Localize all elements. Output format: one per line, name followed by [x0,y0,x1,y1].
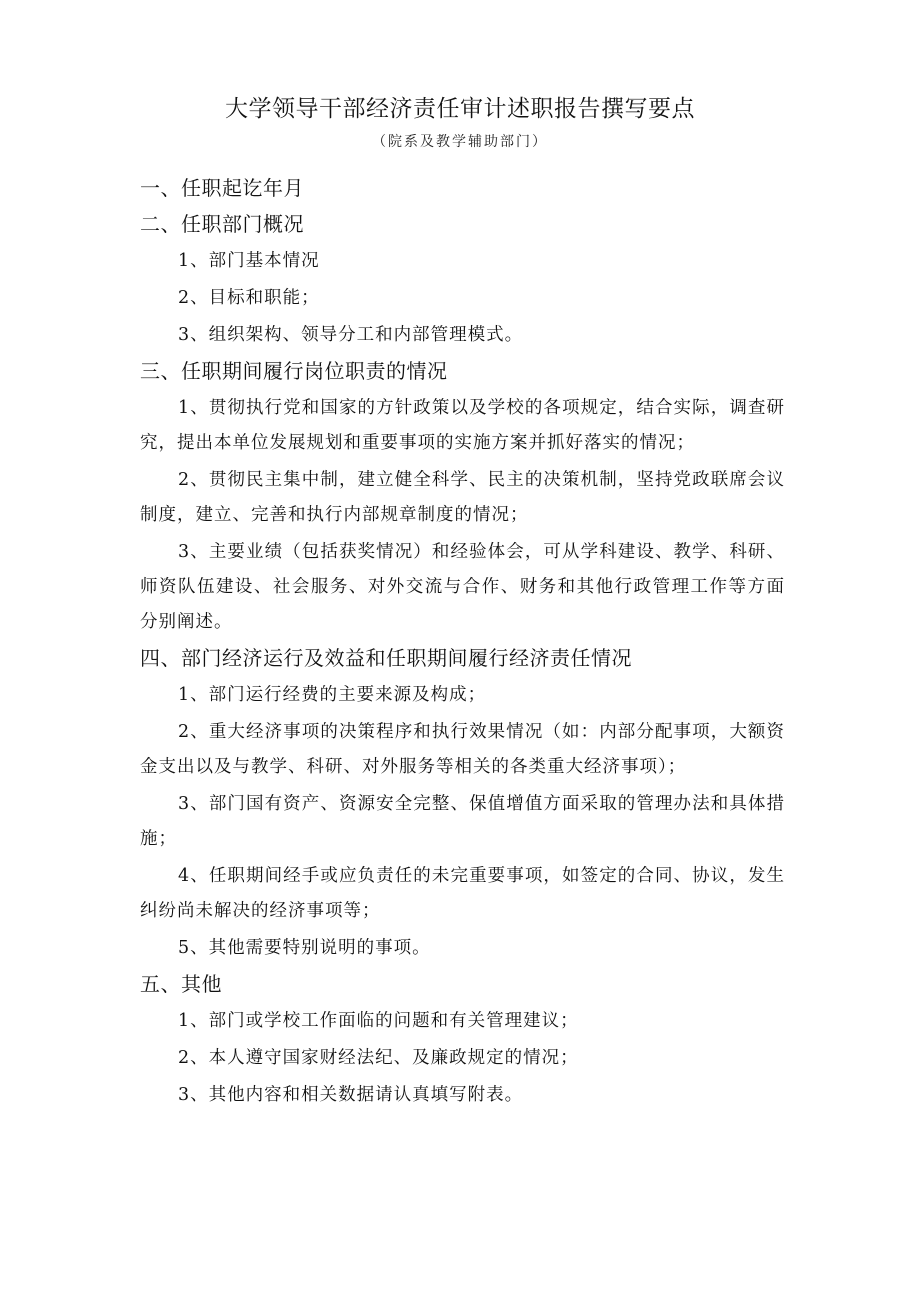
section-heading: 三、任职期间履行岗位职责的情况 [140,359,448,383]
section-department-overview [140,206,785,353]
list-item: 3、其他内容和相关数据请认真填写附表。 [178,1085,524,1105]
list-item: 2、贯彻民主集中制，建立健全科学、民主的决策机制，坚持党政联席会议制度，建立、完善和执行内部规章制度的情况； [140,470,785,525]
list-item: 2、本人遵守国家财经法纪、及廉政规定的情况； [178,1048,579,1068]
list-item: 3、主要业绩（包括获奖情况）和经验体会，可从学科建设、教学、科研、师资队伍建设、社会服务、对外交流与合作、财务和其他行政管理工作等方面分别阐述。 [140,542,785,632]
section-duties-performance [140,353,785,640]
section-items [140,678,785,966]
list-item: 3、部门国有资产、资源安全完整、保值增值方面采取的管理办法和具体措施； [140,794,785,849]
list-item: 1、部门或学校工作面临的问题和有关管理建议； [178,1011,579,1031]
section-economic-responsibility [140,640,785,966]
list-item: 3、组织架构、领导分工和内部管理模式。 [178,325,524,345]
document-subtitle: （院系及教学辅助部门） [372,134,548,150]
document-title: 大学领导干部经济责任审计述职报告撰写要点 [225,96,695,122]
section-items [140,1004,785,1113]
section-heading: 一、任职起讫年月 [140,176,304,200]
section-other [140,966,785,1113]
section-heading: 五、其他 [140,972,222,996]
list-item: 1、部门运行经费的主要来源及构成； [178,685,487,705]
section-items [140,391,785,640]
section-term-of-office [140,170,785,206]
list-item: 1、部门基本情况 [178,251,320,271]
list-item: 5、其他需要特别说明的事项。 [178,938,431,958]
document-body [140,170,785,1113]
list-item: 4、任职期间经手或应负责任的未完重要事项，如签定的合同、协议，发生纠纷尚未解决的经济事项等； [140,866,785,921]
section-heading: 四、部门经济运行及效益和任职期间履行经济责任情况 [140,646,632,670]
list-item: 1、贯彻执行党和国家的方针政策以及学校的各项规定，结合实际，调查研究，提出本单位发展规划和重要事项的实施方案并抓好落实的情况； [140,398,785,453]
section-items [140,244,785,353]
list-item: 2、重大经济事项的决策程序和执行效果情况（如：内部分配事项，大额资金支出以及与教学、科研、对外服务等相关的各类重大经济事项）； [140,722,785,777]
section-heading: 二、任职部门概况 [140,212,304,236]
list-item: 2、目标和职能； [178,288,320,308]
